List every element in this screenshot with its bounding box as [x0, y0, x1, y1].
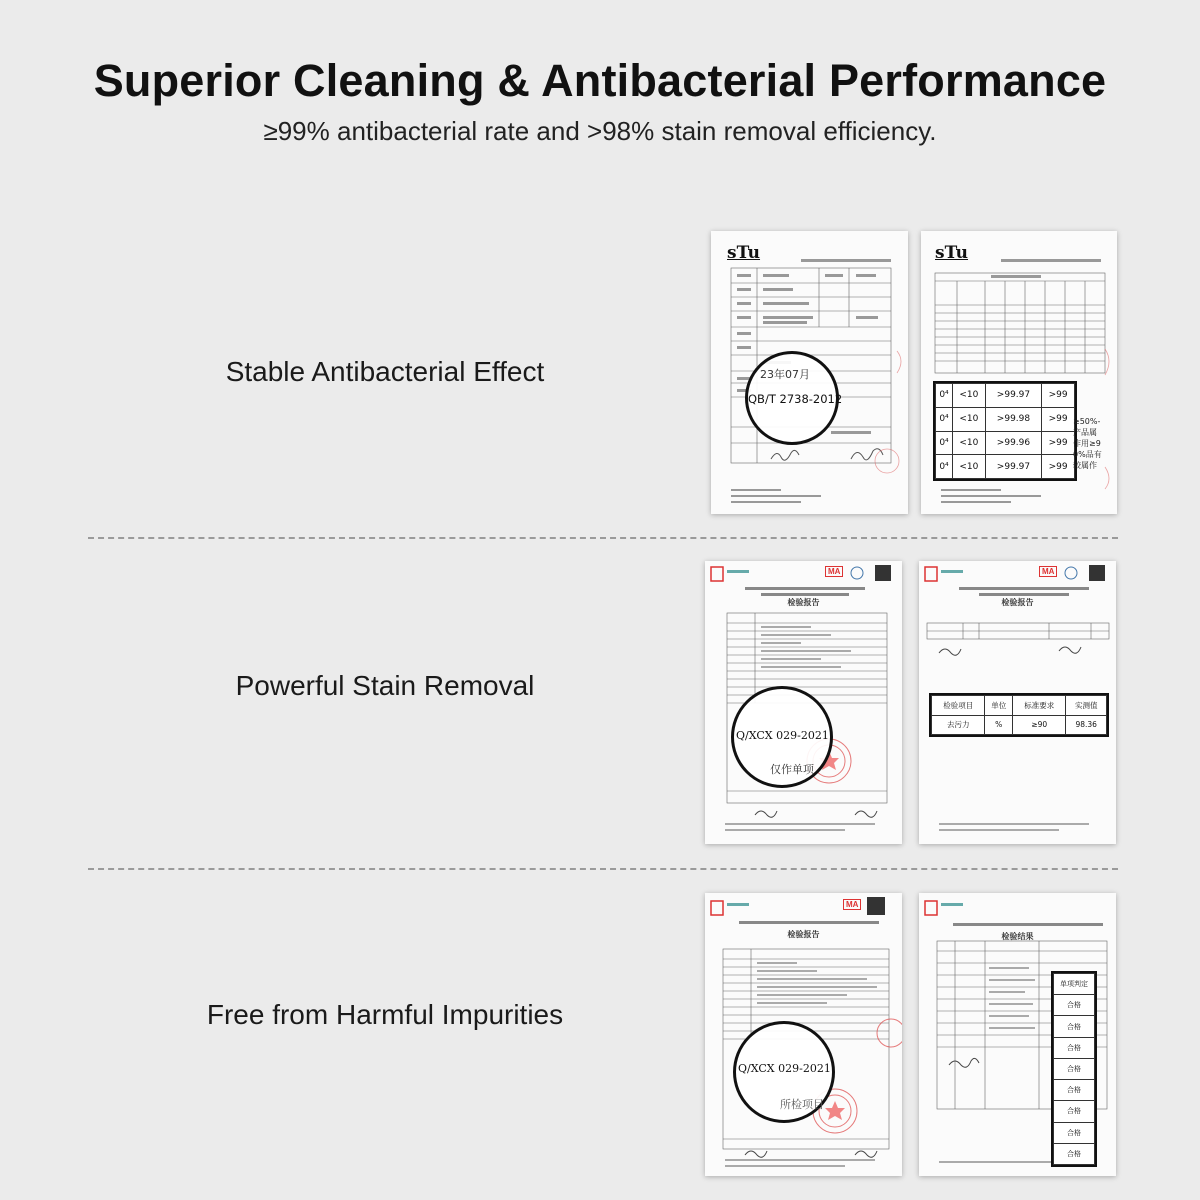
section-label: Free from Harmful Impurities: [206, 999, 564, 1030]
table-row: [1054, 1037, 1095, 1058]
table-cell: 0⁴: [936, 384, 953, 408]
table-row: [1054, 995, 1095, 1016]
stu-logo: sTu: [935, 243, 969, 263]
table-cell: >99: [1042, 407, 1075, 431]
table-header-row: [932, 696, 1107, 716]
section-divider: [88, 537, 1118, 539]
table-row: [936, 455, 1075, 479]
table-cell: 0⁴: [936, 431, 953, 455]
table-cell: >99.97: [985, 455, 1041, 479]
page-subtitle: ≥99% antibacterial rate and >98% stain removal efficiency.: [263, 116, 937, 146]
table-cell: 合格: [1054, 1122, 1095, 1143]
stu-logo: sTu: [727, 243, 761, 263]
table-row: [1054, 1058, 1095, 1079]
table-header: 标准要求: [1013, 696, 1066, 716]
zoom-side-note: ≥50%-产品属作用≥90%品有较属作: [1073, 417, 1102, 470]
magnifier: [731, 686, 833, 788]
magnifier-standard: Q/XCX 029-2021: [736, 729, 829, 742]
magnifier: [733, 1021, 835, 1123]
table-row: [936, 431, 1075, 455]
table-cell: <10: [952, 431, 985, 455]
table-row: [1054, 1101, 1095, 1122]
table-cell: 合格: [1054, 1101, 1095, 1122]
table-cell: %: [985, 715, 1013, 735]
inspection-report-page: [705, 893, 902, 1176]
table-cell: 合格: [1054, 1058, 1095, 1079]
inspection-report-page: [705, 561, 902, 844]
magnifier: [745, 351, 843, 445]
ma-badge: MA: [843, 899, 861, 910]
table-cell: 0⁴: [936, 455, 953, 479]
report-heading: 检验报告: [1001, 598, 1034, 607]
table-cell: 合格: [1054, 1016, 1095, 1037]
table-cell: <10: [952, 407, 985, 431]
table-cell: >99.96: [985, 431, 1041, 455]
table-header-row: [1054, 974, 1095, 995]
table-cell: <10: [952, 384, 985, 408]
magnifier-note: 仅作单项: [770, 763, 814, 776]
report-heading: 检验报告: [787, 930, 820, 939]
ma-badge: MA: [1039, 566, 1057, 577]
table-cell: 98.36: [1066, 715, 1107, 735]
section-label: Powerful Stain Removal: [235, 670, 535, 701]
table-cell: >99: [1042, 431, 1075, 455]
inspection-result-page: [919, 561, 1116, 844]
report-heading: 检验报告: [787, 598, 820, 607]
table-row: [932, 715, 1107, 735]
table-cell: <10: [952, 455, 985, 479]
table-cell: 合格: [1054, 1037, 1095, 1058]
zoom-table: [929, 693, 1109, 737]
table-header: 实测值: [1066, 696, 1107, 716]
table-cell: >99.98: [985, 407, 1041, 431]
table-row: [1054, 1016, 1095, 1037]
section-label: Stable Antibacterial Effect: [225, 356, 545, 387]
table-row: [1054, 1143, 1095, 1164]
table-cell: >99: [1042, 384, 1075, 408]
table-cell: 去污力: [932, 715, 985, 735]
table-row: [936, 384, 1075, 408]
table-cell: 合格: [1054, 1143, 1095, 1164]
table-cell: 合格: [1054, 1080, 1095, 1101]
inspection-result-page: [919, 893, 1116, 1176]
zoom-table: [1051, 971, 1097, 1167]
table-row: [1054, 1122, 1095, 1143]
certificate-page: [711, 231, 908, 514]
table-cell: ≥90: [1013, 715, 1066, 735]
magnifier-standard: Q/XCX 029-2021: [738, 1062, 831, 1075]
report-heading: 检验结果: [1001, 932, 1034, 941]
table-cell: >99: [1042, 455, 1075, 479]
ma-badge: MA: [825, 566, 843, 577]
table-header: 单位: [985, 696, 1013, 716]
magnifier-date: 23年07月: [760, 368, 810, 381]
table-row: [936, 407, 1075, 431]
magnifier-note: 所检项目: [780, 1098, 824, 1111]
table-row: [1054, 1080, 1095, 1101]
table-header: 单项判定: [1054, 974, 1095, 995]
page-title: Superior Cleaning & Antibacterial Performance: [93, 55, 1107, 106]
test-result-page: [921, 231, 1117, 514]
table-cell: 合格: [1054, 995, 1095, 1016]
zoom-table: [933, 381, 1077, 481]
section-divider: [88, 868, 1118, 870]
table-cell: >99.97: [985, 384, 1041, 408]
magnifier-standard: QB/T 2738-2012: [748, 392, 843, 406]
table-cell: 0⁴: [936, 407, 953, 431]
table-header: 检验项目: [932, 696, 985, 716]
